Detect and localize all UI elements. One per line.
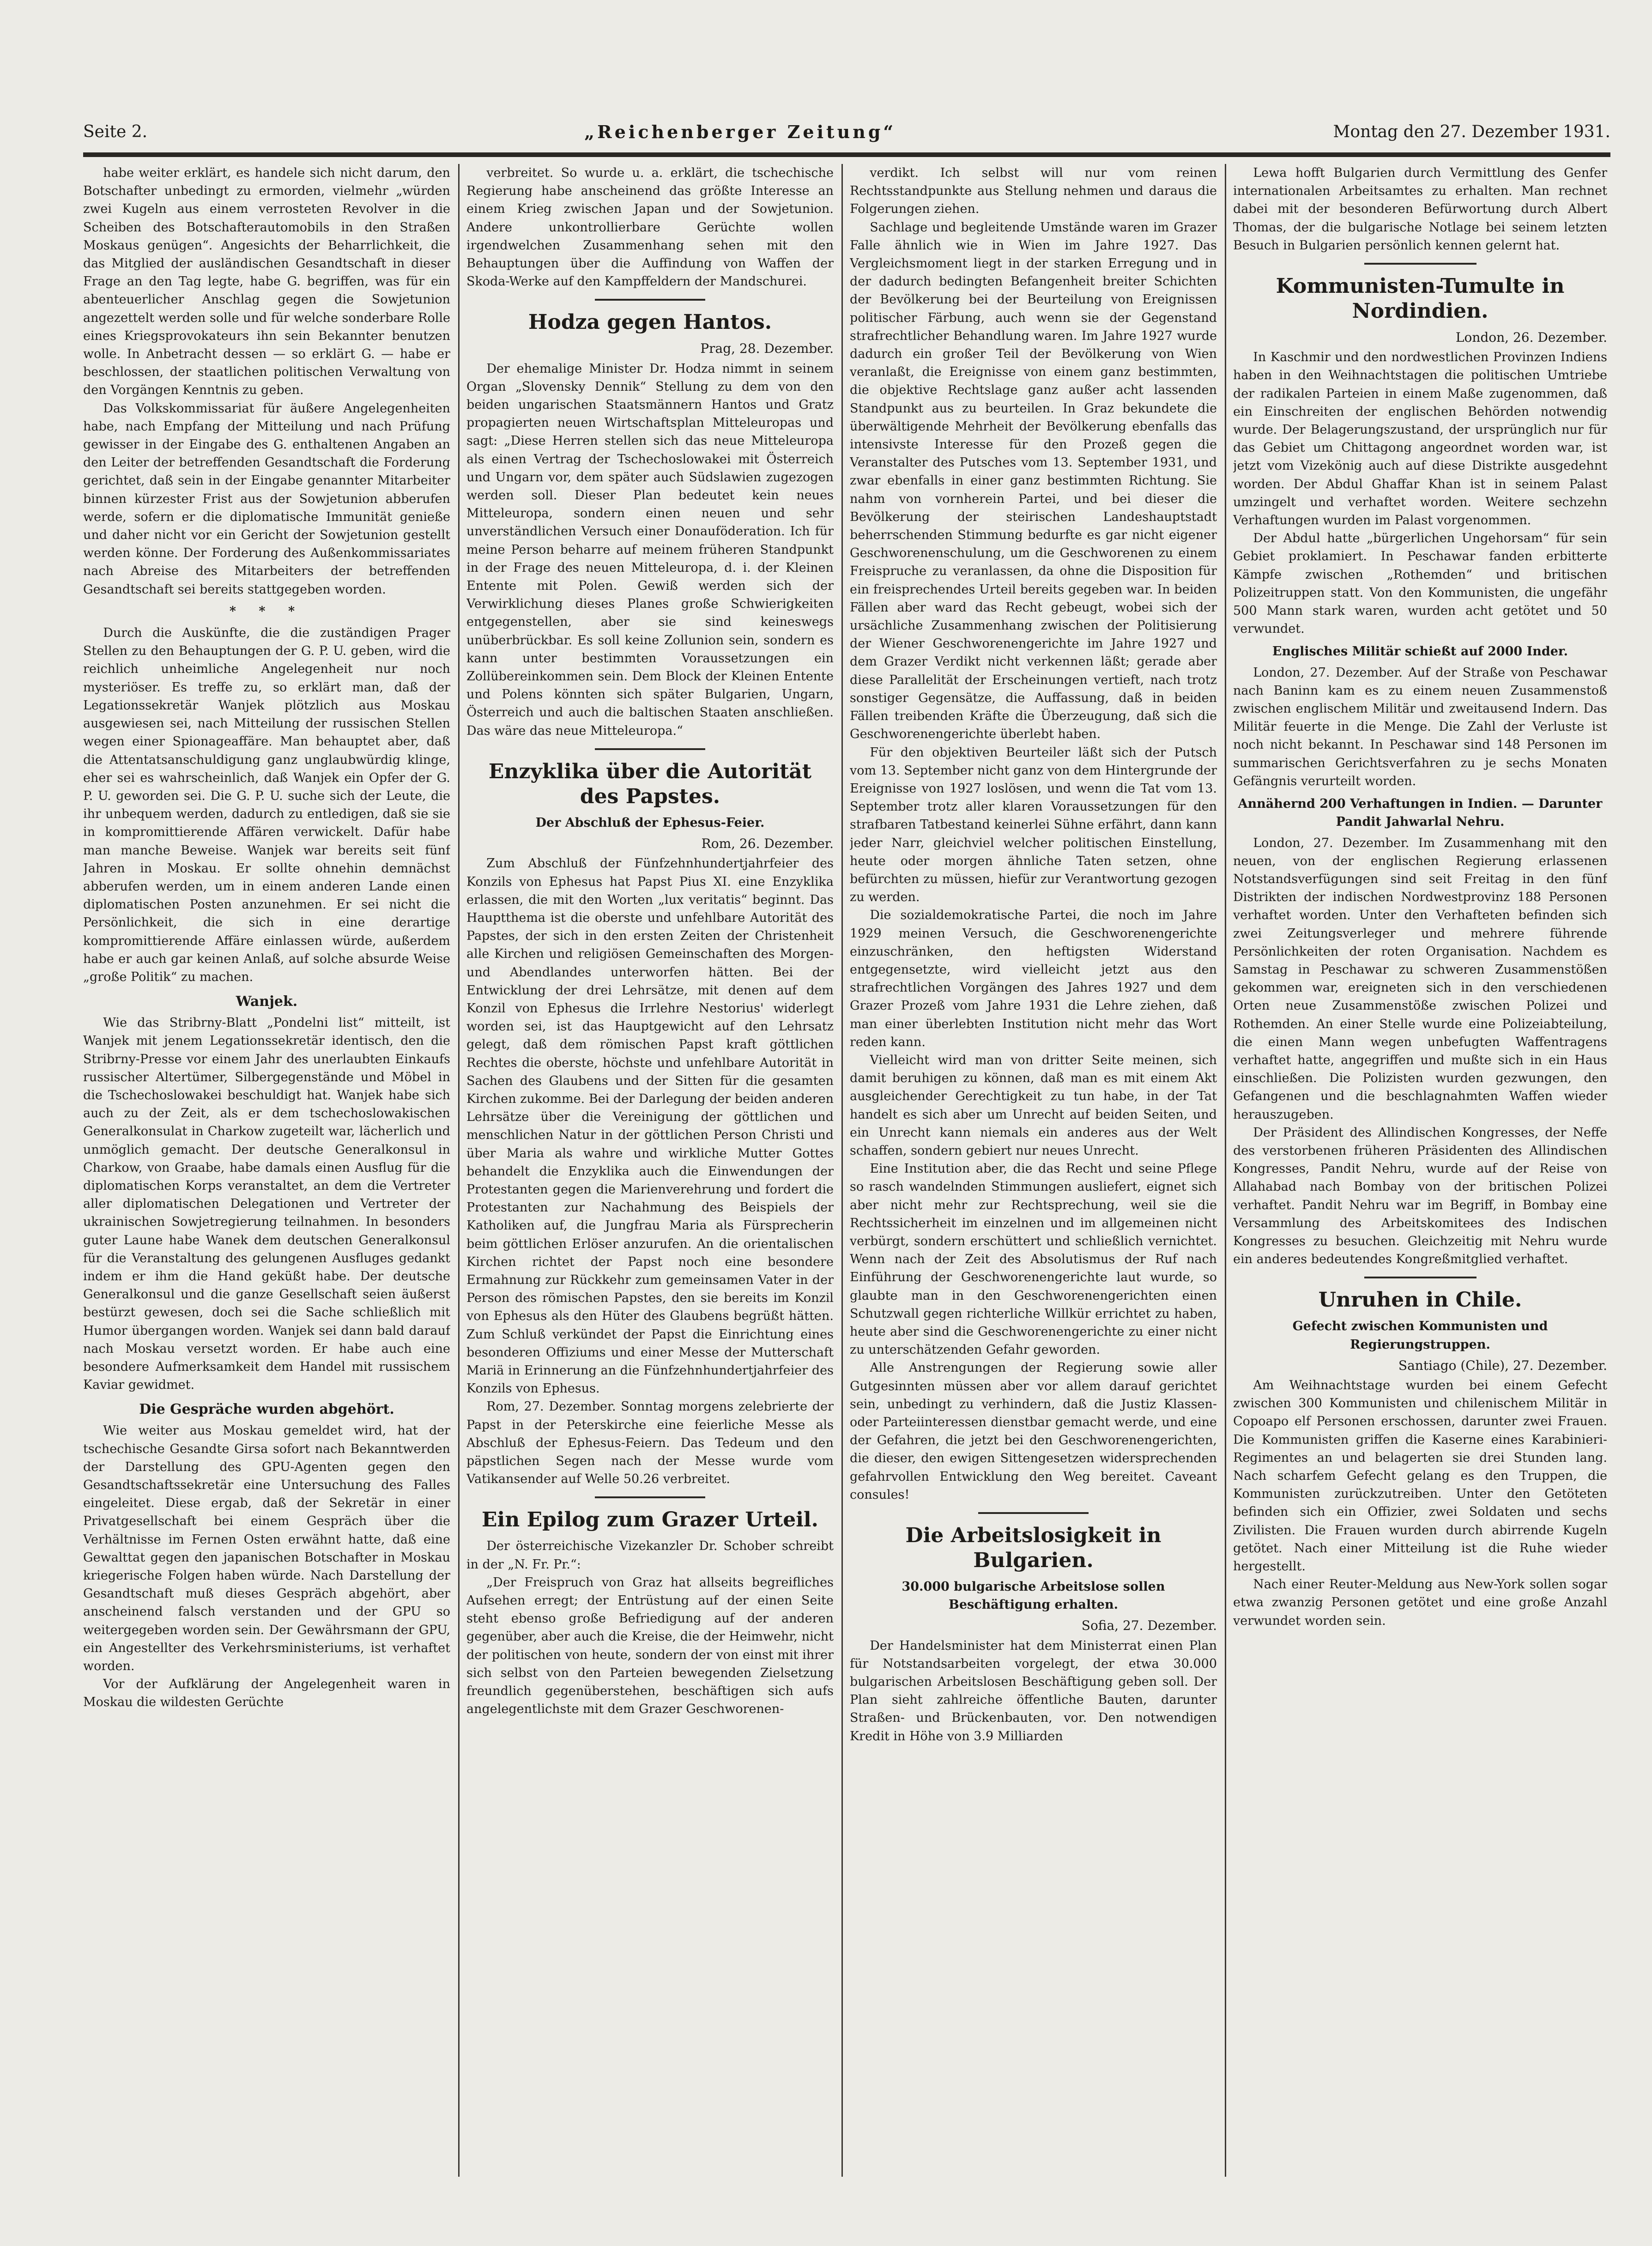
paragraph: Eine Institution aber, die das Recht und seine Pflege so rasch wandelnden Stimmungen ausliefert, eignet sich aber nicht mehr zur Rechtsprechung, weil sie die Rechtssicherheit im einzelnen und im allgemeinen nicht verbürgt, sondern erschüttert und schließlich vernichtet. Wenn nach der Zeit des Absolutismus der Ruf nach Einführung der Geschworenengerichte laut wurde, so glaubte man in den Geschworenengerichten einen Schutzwall gegen richterliche Willkür errichtet zu haben, heute aber sind die Geschworenengerichte zu einer nicht zu unterschätzenden Gefahr geworden. <box>850 1162 1217 1357</box>
paragraph: Lewa hofft Bulgarien durch Vermittlung des Genfer internationalen Arbeitsamtes zu erhalten. Man rechnet dabei mit der besonderen Befürwortung durch Albert Thomas, der die bulgarische Notlage bei seinem letzten Besuch in Bulgarien persönlich kennen gelernt hat. <box>1233 166 1607 253</box>
paragraph: Der Handelsminister hat dem Ministerrat einen Plan für Notstandsarbeiten vorgelegt, der etwa 30.000 bulgarischen Arbeitslosen Beschäftigung geben soll. Der Plan sieht zahlreiche öffentliche Bauten, darunter Straßen- und Brückenbauten, vor. Den notwendigen Kredit in Höhe von 3.9 Milliarden <box>850 1638 1217 1744</box>
headline-epilog: Ein Epilog zum Grazer Urteil. <box>482 1508 818 1532</box>
article-divider <box>595 748 705 750</box>
paragraph: Wie das Stribrny-Blatt „Pondelni list“ mitteilt, ist Wanjek mit jenem Legationssekretär identisch, den die Stribrny-Presse vor einem Jahr des unerlaubten Einkaufs russischer Altertümer, Silbergegenstände und Möbel in die Tschechoslowakei beschuldigt hat. Wanjek habe sich auch zu der Zeit, als er dem tschechoslowakischen Generalkonsulat in Charkow zugeteilt war, lächerlich und unmöglich gemacht. Der deutsche Generalkonsul in Charkow, von Graabe, habe damals einen Ausflug für die diplomatischen Korps veranstaltet, an dem die Vertreter aller diplomatischen Delegationen und Vertreter der ukrainischen Sowjetregierung teilnahmen. In besonders guter Laune habe Wanek dem deutschen Generalkonsul für die Veranstaltung des gelungenen Ausfluges gedankt indem er ihm die Hand geküßt habe. Der deutsche Generalkonsul und die ganze Gesellschaft seien äußerst bestürzt gewesen, doch sei die Sache schließlich mit Humor übergangen worden. Wanjek sei dann bald darauf nach Moskau versetzt worden. Er habe auch eine besondere Aufmerksamkeit dem Handel mit russischem Kaviar gewidmet. <box>83 1016 450 1392</box>
header-rule <box>83 152 1610 157</box>
subheading-wanjek: Wanjek. <box>236 993 298 1010</box>
column-divider <box>1225 164 1226 2177</box>
headline-kommunisten: Kommunisten-Tumulte in Nordindien. <box>1276 274 1565 323</box>
paragraph: Alle Anstrengungen der Regierung sowie aller Gutgesinnten müssen aber vor allem darauf gerichtet sein, unbedingt zu verhindern, daß die Justiz Klassen- oder Parteiinteressen dienstbar gemacht werde, und eine der Gefahren, die jetzt bei den Geschworenengerichten, die dieser, den ewigen Sittengesetzen widersprechenden gefahrvollen Entwicklung den Weg bereitet. Caveant consules! <box>850 1361 1217 1502</box>
paragraph: Nach einer Reuter-Meldung aus New-York sollen sogar etwa zwanzig Personen getötet und eine große Anzahl verwundet worden sein. <box>1233 1577 1607 1628</box>
column-4 <box>1233 164 1607 2177</box>
article-divider <box>978 1512 1089 1514</box>
article-divider <box>1364 263 1477 265</box>
paragraph: Die sozialdemokratische Partei, die noch im Jahre 1929 meinen Versuch, die Geschworenengerichte einzuschränken, den heftigsten Widerstand entgegensetzte, wird vielleicht jetzt aus den strafrechtlichen Vorgängen des Jahres 1927 und dem Grazer Prozeß vom Jahre 1931 die Lehre ziehen, daß man einer überlebten Institution nicht mehr das Wort reden kann. <box>850 908 1217 1049</box>
section-stars: * * * <box>229 604 304 618</box>
headline-arbeitslosigkeit: Die Arbeitslosigkeit in Bulgarien. <box>905 1524 1162 1573</box>
headline-chile: Unruhen in Chile. <box>1318 1288 1522 1312</box>
subheading-gespraeche: Die Gespräche wurden abgehört. <box>139 1401 394 1418</box>
dateline: Rom, 26. Dezember. <box>701 836 834 852</box>
dateline: London, 26. Dezember. <box>1455 330 1607 345</box>
paragraph: London, 27. Dezember. Im Zusammenhang mit den neuen, von der englischen Regierung erlassenen Notstandsverfügungen sind seit Freitag in den fünf Distrikten der indischen Nordwestprovinz 188 Personen verhaftet worden. Unter den Verhafteten befinden sich zwei Zeitungsverleger und mehrere führende Persönlichkeiten der roten Organisation. Nachdem es Samstag in Peschawar zu schweren Zusammenstößen gekommen war, ereigneten sich in den verschiedenen Orten neue Zusammenstöße zwischen Polizei und Rothemden. An einer Stelle wurde eine Polizeiabteilung, die einen Mann wegen unbefugten Waffentragens verhaftet hatte, angegriffen und mußte sich in ein Haus einschließen. Die Polizisten wurden gezwungen, den Gefangenen und die beschlagnahmten Waffen wieder herauszugeben. <box>1233 835 1607 1122</box>
column-divider <box>458 164 460 2177</box>
subheadline: Der Abschluß der Ephesus-Feier. <box>535 815 765 830</box>
paragraph: Wie weiter aus Moskau gemeldet wird, hat der tschechische Gesandte Girsa sofort nach Bekanntwerden der Darstellung des GPU-Agenten gegen den Gesandtschaftssekretär eine Untersuchung des Falles eingeleitet. Diese ergab, daß der Sekretär in einer Privatgesellschaft bei einem Gespräch über die Verhältnisse im Fernen Osten erwähnt hatte, daß eine Gewalttat gegen den japanischen Botschafter in Moskau kriegerische Folgen haben würde. Nach Darstellung der Gesandtschaft muß dieses Gespräch abgehört, aber anscheinend falsch verstanden und der GPU so weitergegeben worden sein. Der Gewährsmann der GPU, ein Angestellter des Verkehrsministeriums, ist verhaftet worden. <box>83 1423 450 1674</box>
dateline: Sofia, 27. Dezember. <box>1081 1618 1217 1634</box>
page-number: Seite 2. <box>83 122 148 141</box>
paragraph: Das Volkskommissariat für äußere Angelegenheiten habe, nach Empfang der Mitteilung und nach Prüfung gewisser in der Eingabe des G. enthaltenen Angaben an den Leiter der betreffenden Gesandtschaft die Forderung gerichtet, daß sein in der Eingabe genannter Mitarbeiter binnen kürzester Frist aus der Sowjetunion abberufen werde, sofern er die diplomatische Immunität genieße und daher nicht vor ein Gericht der Sowjetunion gestellt werden könne. Der Forderung des Außenkommissariates nach Abreise des Mitarbeiters der betreffenden Gesandtschaft sei bereits stattgegeben worden. <box>83 401 450 597</box>
paragraph: London, 27. Dezember. Auf der Straße von Peschawar nach Baninn kam es zu einem neuen Zusammenstoß zwischen englischem Militär und zweitausend Indern. Das Militär feuerte in die Menge. Die Zahl der Verluste ist noch nicht bekannt. In Peschawar sind 148 Personen im summarischen Gerichtsverfahren zu je sechs Monaten Gefängnis verurteilt worden. <box>1233 665 1607 788</box>
paragraph: verbreitet. So wurde u. a. erklärt, die tschechische Regierung habe anscheinend das größte Interesse an einem Krieg zwischen Japan und der Sowjetunion. Andere unkontrollierbare Gerüchte wollen irgendwelchen Zusammenhang sehen mit den Behauptungen über die Auffindung von Waffen der Skoda-Werke auf den Kampffeldern der Mandschurei. <box>466 166 834 289</box>
column-divider <box>841 164 843 2177</box>
column-1 <box>83 164 450 2177</box>
headline-enzyklika: Enzyklika über die Autorität des Papstes. <box>488 759 812 808</box>
article-divider <box>595 1496 705 1498</box>
subheadline: Annähernd 200 Verhaftungen in Indien. — Darunter Pandit Jahwarlal Nehru. <box>1238 797 1603 829</box>
paragraph: Der Präsident des Allindischen Kongresses, der Neffe des verstorbenen früheren Präsidenten des Allindischen Kongresses, Pandit Nehru, wurde auf der Reise von Allahabad nach Bombay von der britischen Polizei verhaftet. Pandit Nehru war im Begriff, in Bombay eine Versammlung des Arbeitskomitees des Indischen Kongresses zu besuchen. Gleichzeitig mit Nehru wurde ein anderes bedeutendes Kongreßmitglied verhaftet. <box>1233 1125 1607 1267</box>
paragraph: Zum Abschluß der Fünfzehnhundertjahrfeier des Konzils von Ephesus hat Papst Pius XI. eine Enzyklika erlassen, die mit den Worten „lux veritatis“ beginnt. Das Hauptthema ist die oberste und unfehlbare Autorität des Papstes, der sich in den ersten Zeiten der Christenheit alle Kirchen und religiösen Gemeinschaften des Morgen- und Abendlandes unterworfen hätten. Bei der Entwicklung der drei Lehrsätze, mit denen auf dem Konzil von Ephesus die Irrlehre Nestorius' widerlegt worden sei, ist das Hauptgewicht auf den Lehrsatz gelegt, daß dem römischen Papst kraft göttlichen Rechtes die oberste, höchste und unfehlbare Autorität in Sachen des Glaubens und der Sitten für die gesamten Kirchen zukomme. Bei der Darlegung der beiden anderen Lehrsätze über die Vereinigung der göttlichen und menschlichen Natur in der göttlichen Person Christi und über Maria als wahre und wirkliche Mutter Gottes behandelt die Enzyklika auch die Einwendungen der Protestanten gegen die Marienverehrung und fordert die Protestanten zur Nachahmung des Beispiels der Katholiken auf, die Jungfrau Maria als Fürsprecherin beim göttlichen Erlöser anzurufen. An die orientalischen Kirchen richtet der Papst noch eine besondere Ermahnung zur Rückkehr zum gemeinsamen Vater in der Person des römischen Papstes, den sie bereits im Konzil von Ephesus als den Hüter des Glaubens begrüßt hätten. Zum Schluß verkündet der Papst die Einrichtung eines besonderen Offiziums und einer Messe der Mutterschaft Mariä in Erinnerung an die Fünfzehnhundertjahrfeier des Konzils von Ephesus. <box>466 856 834 1396</box>
paragraph: Durch die Auskünfte, die die zuständigen Prager Stellen zu den Behauptungen der G. P. U. geben, wird die reichlich unheimliche Angelegenheit nur noch mysteriöser. Es treffe zu, so erklärt man, daß der Legationssekretär Wanjek plötzlich aus Moskau ausgewiesen sei, nach Mitteilung der russischen Stellen wegen einer Spionageaffäre. Man behauptet aber, daß die Attentatsanschuldigung ganz unglaubwürdig klinge, eher sei es wahrscheinlich, daß Wanjek ein Opfer der G. P. U. geworden sei. Die G. P. U. suche sich der Leute, die ihr unbequem werden, dadurch zu entledigen, daß sie sie in kompromittierende Affären verwickelt. Dafür habe man manche Beweise. Wanjek war bereits seit fünf Jahren in Moskau. Er sollte ohnehin demnächst abberufen werden, um in einem anderen Lande einen diplomatischen Posten anzunehmen. Er sei nicht die Persönlichkeit, die sich in eine derartige kompromittierende Affäre einlassen würde, außerdem habe er auch gar keinen Anlaß, auf solche absurde Weise „große Politik“ zu machen. <box>83 626 450 984</box>
paragraph: In Kaschmir und den nordwestlichen Provinzen Indiens haben in den Weihnachtstagen die politischen Umtriebe der radikalen Parteien in einem Maße zugenommen, daß ein Einschreiten der englischen Behörden notwendig wurde. Der Belagerungszustand, der ursprünglich nur für das Gebiet um Chittagong angeordnet worden war, ist jetzt vom Vizekönig auch auf diese Distrikte ausgedehnt worden. Der Abdul Ghaffar Khan ist in seinem Palast umzingelt und verhaftet worden. Weitere sechzehn Verhaftungen wurden im Palast vorgenommen. <box>1233 350 1607 528</box>
issue-date: Montag den 27. Dezember 1931. <box>1333 122 1610 141</box>
paragraph: Der österreichische Vizekanzler Dr. Schober schreibt in der „N. Fr. Pr.“: <box>466 1539 834 1572</box>
paragraph: Vielleicht wird man von dritter Seite meinen, sich damit beruhigen zu können, daß man es mit einem Akt ausgleichender Gerechtigkeit zu tun habe, in der Tat handelt es sich aber um Unrecht auf beiden Seiten, und ein Unrecht kann niemals ein anderes aus der Welt schaffen, sondern gebiert nur neues Unrecht. <box>850 1053 1217 1158</box>
paragraph: „Der Freispruch von Graz hat allseits begreifliches Aufsehen erregt; der Entrüstung auf der einen Seite steht ebenso große Befriedigung auf der anderen gegenüber, aber auch die Kreise, die der Heimwehr, nicht der politischen von heute, sondern der von einst mit ihrer sich selbst von den Parteien bewegenden Zielsetzung freundlich gegenüberstehen, beschäftigen sich aufs angelegentlichste mit dem Grazer Geschworenen- <box>466 1575 834 1717</box>
column-3 <box>850 164 1217 2177</box>
paragraph: Am Weihnachtstage wurden bei einem Gefecht zwischen 300 Kommunisten und chilenischem Militär in Copoapo elf Personen erschossen, darunter zwei Frauen. Die Kommunisten griffen die Kaserne eines Karabinieri-Regimentes an und belagerten sie drei Stunden lang. Nach scharfem Gefecht gelang es den Truppen, die Kommunisten zurückzutreiben. Unter den Getöteten befinden sich ein Offizier, zwei Soldaten und sechs Zivilisten. Die Frauen wurden durch abirrende Kugeln getötet. Nach einer Mitteilung ist die Ruhe wieder hergestellt. <box>1233 1378 1607 1574</box>
article-divider <box>1364 1277 1477 1278</box>
paragraph: Vor der Aufklärung der Angelegenheit waren in Moskau die wildesten Gerüchte <box>83 1677 450 1710</box>
newspaper-title: „Reichenberger Zeitung“ <box>584 121 896 142</box>
paragraph: Der Abdul hatte „bürgerlichen Ungehorsam“ für sein Gebiet proklamiert. In Peschawar fanden erbitterte Kämpfe zwischen „Rothemden“ und britischen Polizeitruppen statt. Von den Kommunisten, die ungefähr 500 Mann stark waren, wurden acht getötet und 50 verwundet. <box>1233 531 1607 636</box>
subheadline: Englisches Militär schießt auf 2000 Inder. <box>1272 644 1568 659</box>
dateline: Prag, 28. Dezember. <box>700 341 834 357</box>
page-header <box>83 115 1610 148</box>
subheadline: Gefecht zwischen Kommunisten und Regierungstruppen. <box>1292 1319 1548 1352</box>
paragraph: Für den objektiven Beurteiler läßt sich der Putsch vom 13. September nicht ganz von dem Hintergrunde der Ereignisse von 1927 loslösen, und wenn die Tat vom 13. September trotz aller klaren Voraussetzungen für den strafbaren Tatbestand keinerlei Sühne erfährt, dann kann jeder Narr, gleichviel welcher politischen Einstellung, heute oder morgen ähnliche Taten setzen, ohne befürchten zu müssen, hiefür zur Verantwortung gezogen zu werden. <box>850 745 1217 905</box>
subheadline: 30.000 bulgarische Arbeitslose sollen Beschäftigung erhalten. <box>902 1580 1165 1612</box>
column-2 <box>466 164 834 2177</box>
paragraph: habe weiter erklärt, es handele sich nicht darum, den Botschafter unbedingt zu ermorden, vielmehr „würden zwei Kugeln aus einem verrosteten Revolver in die Scheiben des Botschafterautomobils in den Straßen Moskaus genügen“. Angesichts der Beharrlichkeit, die das Mitglied der ausländischen Gesandtschaft in dieser Frage an den Tag legte, habe G. begriffen, was für ein abenteuerlicher Anschlag gegen die Sowjetunion angezettelt werden solle und für welche sonderbare Rolle eines Kriegsprovokateurs ihn sein Bekannter benutzen wolle. In Anbetracht dessen — so erklärt G. — habe er beschlossen, der staatlichen politischen Verwaltung von den Vorgängen Kenntnis zu geben. <box>83 166 450 398</box>
article-divider <box>595 299 705 301</box>
paragraph: Rom, 27. Dezember. Sonntag morgens zelebrierte der Papst in der Peterskirche eine feierliche Messe als Abschluß der Ephesus-Feiern. Das Tedeum und den päpstlichen Segen nach der Messe wurde vom Vatikansender auf Welle 50.26 verbreitet. <box>466 1399 834 1487</box>
paragraph: verdikt. Ich selbst will nur vom reinen Rechtsstandpunkte aus Stellung nehmen und daraus die Folgerungen ziehen. <box>850 166 1217 217</box>
headline-hodza: Hodza gegen Hantos. <box>528 310 772 334</box>
dateline: Santiago (Chile), 27. Dezember. <box>1398 1357 1607 1373</box>
paragraph: Der ehemalige Minister Dr. Hodza nimmt in seinem Organ „Slovensky Dennik“ Stellung zu dem von den beiden ungarischen Staatsmännern Hantos und Gratz propagierten neuen Wirtschaftsplan Mitteleuropas und sagt: „Diese Herren stellen sich das neue Mitteleuropa als einen Vertrag der Tschechoslowakei mit Österreich und Ungarn vor, dem später auch Südslawien zugezogen werden soll. Dieser Plan bedeutet kein neues Mitteleuropa, sondern einen neuen und sehr unverständlichen Versuch einer Donauföderation. Ich für meine Person beharre auf meinem früheren Standpunkt in der Frage des neuen Mitteleuropa, d. i. der Kleinen Entente mit Polen. Gewiß werden sich der Verwirklichung dieses Planes große Schwierigkeiten entgegenstellen, aber sie sind keineswegs unüberbrückbar. Es soll keine Zollunion sein, sondern es kann unter bestimmten Voraussetzungen ein Zollübereinkommen sein. Dem Block der Kleinen Entente und Polens könnten sich später Bulgarien, Ungarn, Österreich und auch die baltischen Staaten anschließen. Das wäre das neue Mitteleuropa.“ <box>466 361 834 738</box>
paragraph: Sachlage und begleitende Umstände waren im Grazer Falle ähnlich wie in Wien im Jahre 1927. Das Vergleichsmoment liegt in der starken Erregung und in der dadurch bedingten Befangenheit breiter Schichten der Bevölkerung bei der Beurteilung von Ereignissen politischer Färbung, auch wenn sie der Gegenstand strafrechtlicher Behandlung waren. Im Jahre 1927 wurde dadurch ein großer Teil der Bevölkerung von Wien veranlaßt, die Ereignisse von einem ganz bestimmten, die objektive Rechtslage ganz außer acht lassenden Standpunkt aus zu beurteilen. In Graz bekundete die überwältigende Mehrheit der Bevölkerung ebenfalls das intensivste Interesse für den Prozeß gegen die Veranstalter des Putsches vom 13. September 1931, und zwar ebenfalls in einer ganz bestimmten Richtung. Sie nahm von vornherein Partei, und bei dieser die Bevölkerung der steirischen Landeshauptstadt beherrschenden Stimmung bedurfte es gar nicht eigener Geschworenenschulung, um die Geschworenen zu einem Freispruche zu veranlassen, da ohne die Disposition für ein freisprechendes Urteil bereits gegeben war. In beiden Fällen aber ward das Recht gebeugt, wobei sich der ursächliche Zusammenhang zwischen der Politisierung der Wiener Geschworenengerichte im Jahre 1927 und dem Grazer Verdikt nicht verkennen läßt; gerade aber diese Parallelität der Erscheinungen vertieft, nach trotz sonstiger Gegensätze, die Auffassung, daß in beiden Fällen treibenden Kräfte die Überzeugung, daß sich die Geschworenengerichte überlebt haben. <box>850 220 1217 742</box>
